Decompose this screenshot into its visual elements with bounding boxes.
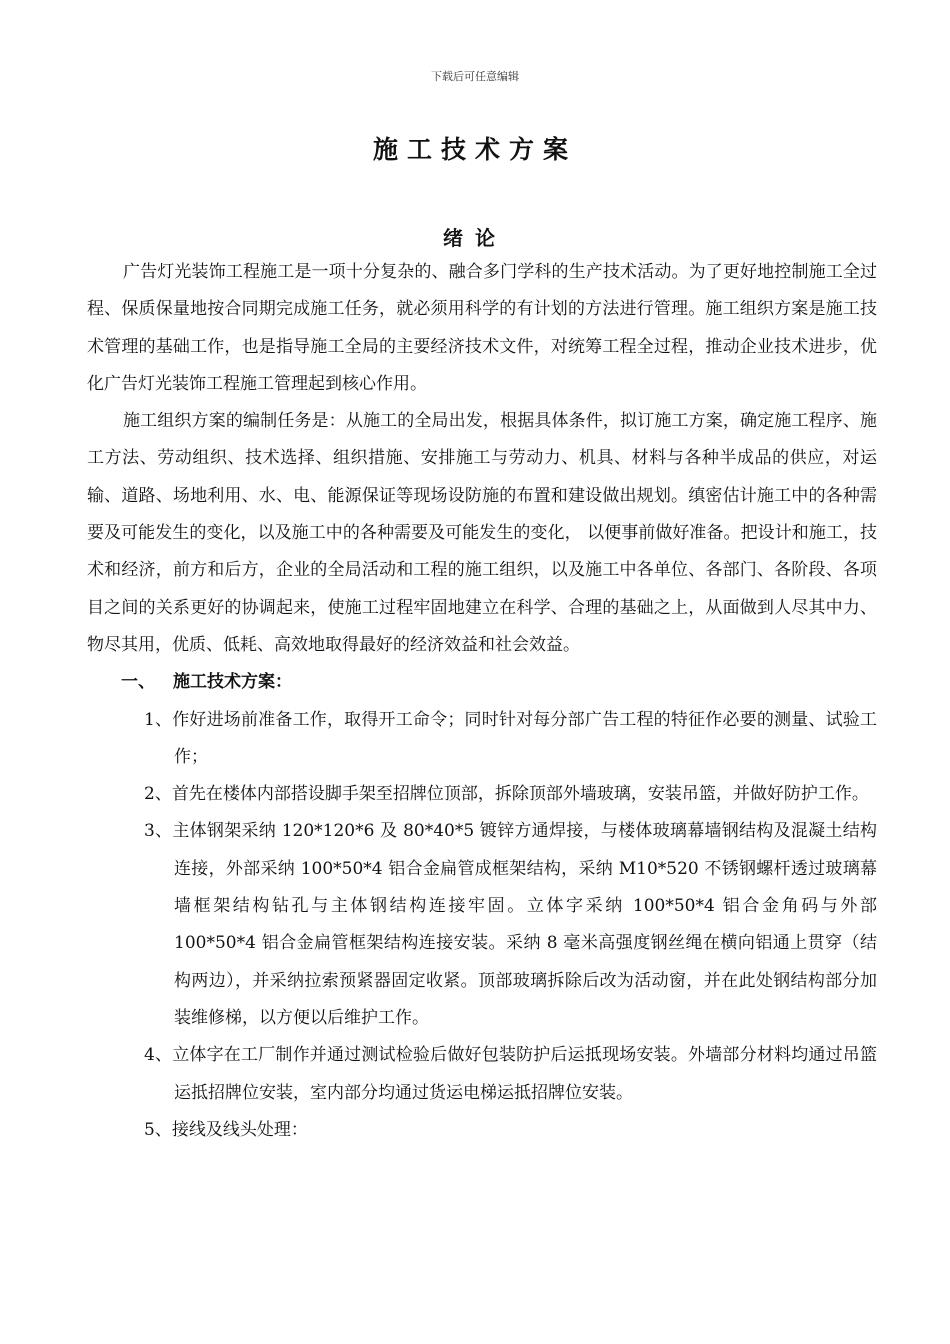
section-number: 一、	[121, 672, 155, 693]
list-item: 2、首先在楼体内部搭设脚手架至招牌位顶部，拆除顶部外墙玻璃，安装吊篮，并做好防护工作。	[144, 784, 869, 805]
list-item: 5、接线及线头处理：	[144, 1119, 308, 1140]
document-body	[87, 254, 877, 1149]
section-subtitle: 绪论	[443, 226, 507, 250]
list-item: 3、主体钢架采纳 120*120*6 及 80*40*5 镀锌方通焊接，与楼体玻璃幕墙钢结构及混凝土结构连接，外部采纳 100*50*4 铝合金扁管成框架结构，采纳 M10*520 不锈钢螺杆透过玻璃幕墙框架结构钻孔与主体钢结构连接牢固。立体字采纳 100*50*4 铝合金角码与外部 100*50*4 铝合金扁管框架结构连接安装。采纳 8 毫米高强度钢丝绳在横向铝通上贯穿（结构两边），并采纳拉索预紧器固定收紧。顶部玻璃拆除后改为活动窗，并在此处钢结构部分加装维修梯，以方便以后维护工作。	[144, 821, 877, 1028]
list-item: 4、立体字在工厂制作并通过测试检验后做好包装防护后运抵现场安装。外墙部分材料均通过吊篮运抵招牌位安装，室内部分均通过货运电梯运抵招牌位安装。	[144, 1045, 877, 1103]
section-heading	[87, 664, 877, 701]
page-header-note: 下载后可任意编辑	[431, 70, 519, 83]
paragraph: 广告灯光装饰工程施工是一项十分复杂的、融合多门学科的生产技术活动。为了更好地控制施工全过程、保质保量地按合同期完成施工任务，就必须用科学的有计划的方法进行管理。施工组织方案是施工技术管理的基础工作，也是指导施工全局的主要经济技术文件，对统筹工程全过程，推动企业技术进步，优化广告灯光装饰工程施工管理起到核心作用。	[87, 262, 877, 394]
paragraph: 施工组织方案的编制任务是：从施工的全局出发，根据具体条件，拟订施工方案，确定施工程序、施工方法、劳动组织、技术选择、组织措施、安排施工与劳动力、机具、材料与各种半成品的供应，对运输、道路、场地利用、水、电、能源保证等现场设防施的布置和建设做出规划。缜密估计施工中的各种需要及可能发生的变化，以及施工中的各种需要及可能发生的变化， 以便事前做好准备。把设计和施工，技术和经济，前方和后方，企业的全局活动和工程的施工组织，以及施工中各单位、各部门、各阶段、各项目之间的关系更好的协调起来，使施工过程牢固地建立在科学、合理的基础之上，从面做到人尽其中力、物尽其用，优质、低耗、高效地取得最好的经济效益和社会效益。	[87, 411, 877, 655]
document-title: 施工技术方案	[372, 135, 577, 164]
list-item: 1、作好进场前准备工作，取得开工命令；同时针对每分部广告工程的特征作必要的测量、试验工作；	[144, 709, 877, 767]
section-heading-text: 施工技术方案：	[173, 672, 292, 693]
numbered-list	[87, 702, 877, 1150]
